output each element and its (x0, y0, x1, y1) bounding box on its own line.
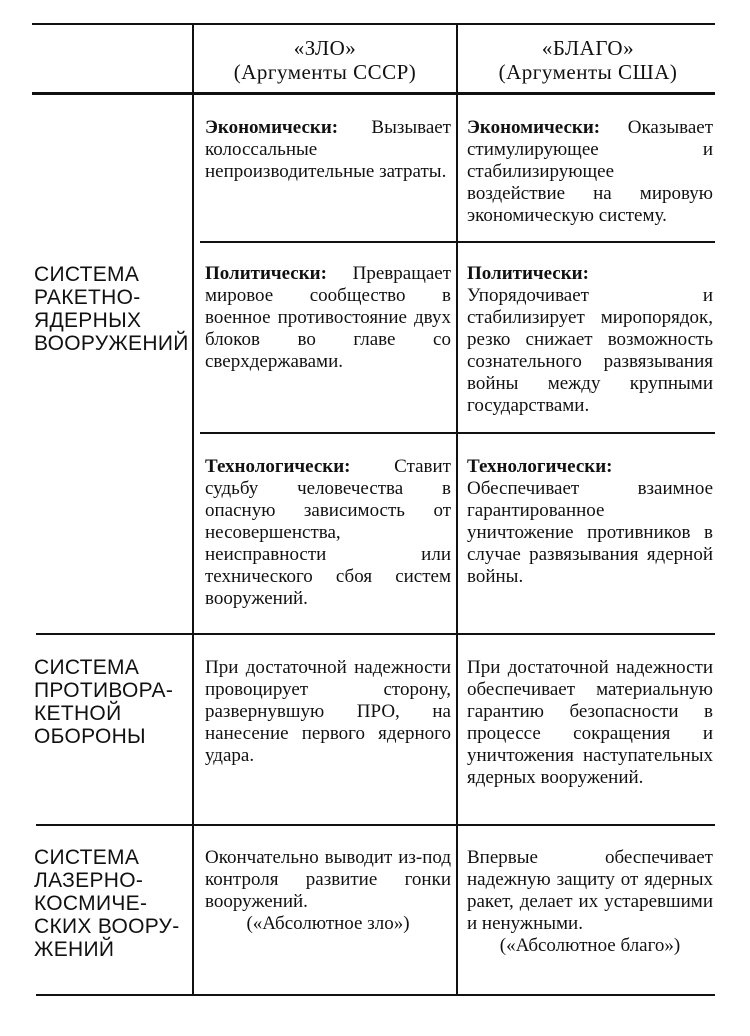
cell-text: При достаточной надежности обеспечивает материальную гарантию безопасности в процессе сокращения и уничтожения наступательных ядерных вооружений. (467, 657, 713, 788)
cell-nuclear-technological-ussr (205, 456, 451, 610)
cell-text: Ставит судьбу человечества в опасную зависимость от несовершенства, неисправности или технического сбоя систем вооружений. (205, 456, 451, 609)
cell-nuclear-political-usa (467, 263, 713, 417)
row-label-line: КЕТНОЙ (34, 702, 122, 725)
row-label-line: ЯДЕРНЫХ (34, 309, 142, 332)
cell-text: Обеспечивает взаимное гарантированное уничтожение противников в случае развязывания ядерной войны. (467, 478, 713, 587)
cell-lead: Технологически: (467, 456, 613, 477)
header-ussr-title: «ЗЛО» (293, 36, 357, 60)
row-label-laser-space (34, 846, 192, 961)
cell-nuclear-economic-ussr (205, 117, 451, 183)
row-label-line: ОБОРОНЫ (34, 725, 146, 748)
cell-quote: («Абсолютное зло») (246, 913, 410, 934)
cell-lead: Экономически: (467, 117, 601, 138)
cell-missile-defense-ussr (205, 657, 451, 767)
cell-text: При достаточной надежности провоцирует сторону, развернувшую ПРО, на нанесение первого ядерного удара. (205, 657, 451, 766)
row-label-line: СИСТЕМА (34, 263, 140, 286)
row-label-line: РАКЕТНО- (34, 286, 141, 309)
column-divider-left (192, 23, 194, 994)
table-top-rule (32, 23, 715, 25)
cell-laser-space-ussr (205, 847, 451, 935)
cell-nuclear-economic-usa (467, 117, 713, 227)
row-label-line: ВООРУЖЕНИЙ (34, 332, 189, 355)
cell-lead: Технологически: (205, 456, 351, 477)
cell-nuclear-political-ussr (205, 263, 451, 373)
cell-laser-space-usa (467, 847, 713, 957)
header-bottom-rule (32, 92, 715, 95)
row-label-missile-defense (34, 656, 192, 748)
cell-lead: Экономически: (205, 117, 339, 138)
column-divider-right (456, 23, 458, 994)
cell-text: Впервые обеспечивает надежную защиту от ядерных ракет, делает их устаревшими и ненужными. (467, 847, 713, 934)
cell-nuclear-technological-usa (467, 456, 713, 588)
row-label-line: СИСТЕМА (34, 846, 140, 869)
cell-quote: («Абсолютное благо») (499, 935, 681, 956)
cell-text: Окончательно выводит из-под контроля развитие гонки вооружений. (205, 847, 451, 912)
row-label-line: КОСМИЧЕ- (34, 892, 148, 915)
row-label-line: ПРОТИВОРА- (34, 679, 174, 702)
header-ussr-subtitle: (Аргументы СССР) (233, 60, 417, 84)
row-label-line: ЛАЗЕРНО- (34, 869, 144, 892)
row-label-line: СКИХ ВООРУ- (34, 915, 180, 938)
cell-text: Вызывает колоссальные непроизводительные затраты. (205, 117, 451, 182)
header-ussr (196, 36, 454, 84)
row-label-line: ЖЕНИЙ (34, 938, 115, 961)
section-rule-1 (36, 633, 715, 635)
row-label-line: СИСТЕМА (34, 656, 140, 679)
header-usa-subtitle: (Аргументы США) (498, 60, 678, 84)
table-bottom-rule (36, 994, 715, 996)
cell-lead: Политически: (467, 263, 589, 284)
row-label-nuclear (34, 263, 192, 355)
cell-text: Оказывает стимулирующее и стабилизирующее воздействие на мировую экономическую систему. (467, 117, 713, 226)
cell-lead: Политически: (205, 263, 327, 284)
cell-text: Упорядочивает и стабилизирует миропорядок, резко снижает возможность сознательного развязывания войны между крупными государствами. (467, 285, 713, 416)
cell-text: Превращает мировое сообщество в военное противостояние двух блоков во главе со сверхдержавами. (205, 263, 451, 372)
header-usa (460, 36, 716, 84)
section-rule-2 (36, 824, 715, 826)
header-usa-title: «БЛАГО» (541, 36, 635, 60)
cell-missile-defense-usa (467, 657, 713, 789)
